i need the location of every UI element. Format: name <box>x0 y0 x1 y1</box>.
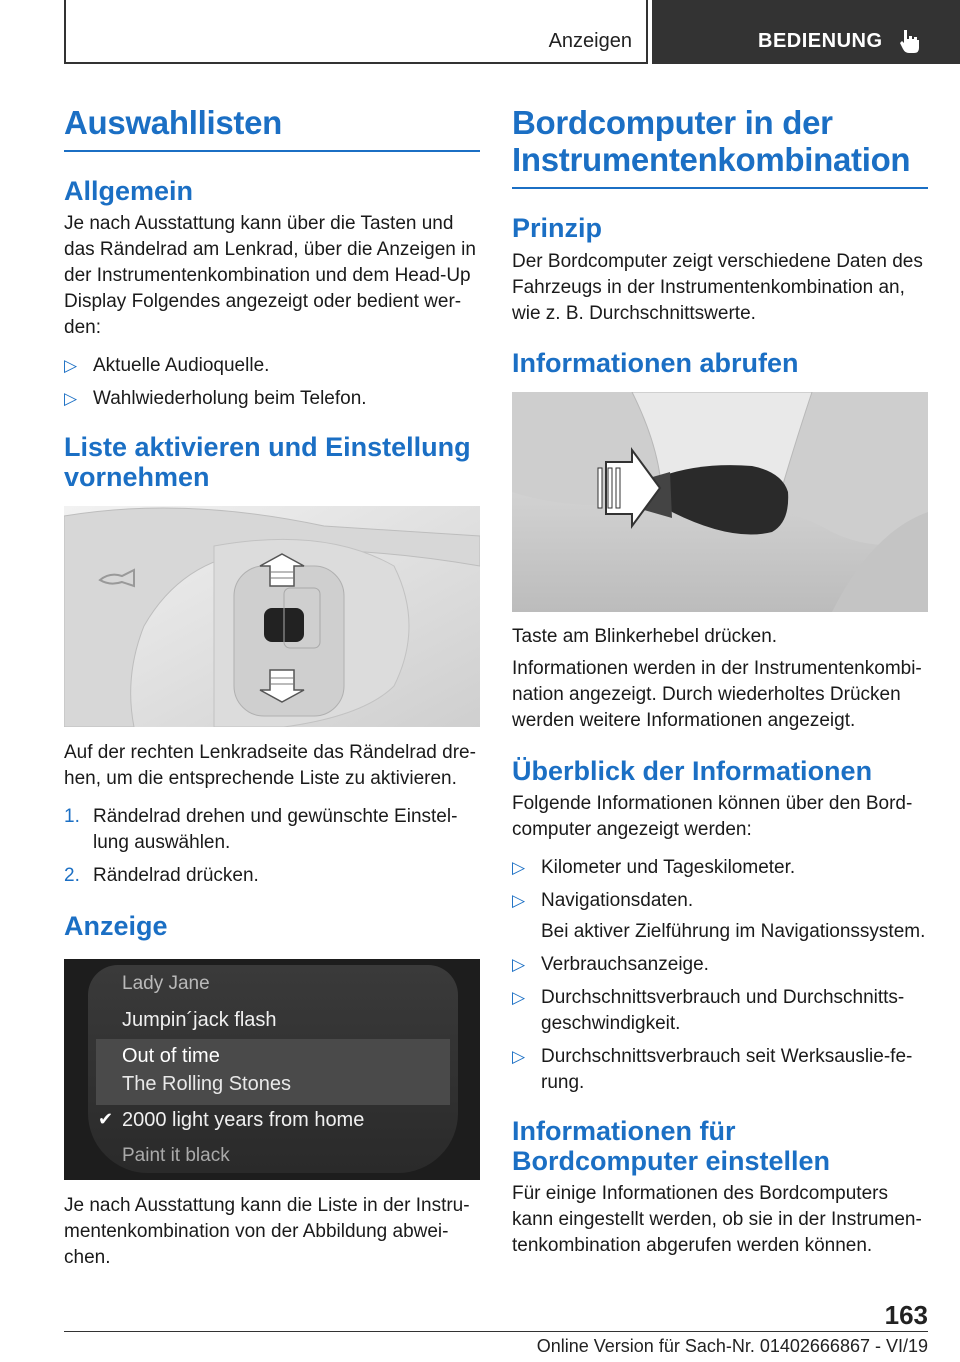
header-section-box <box>64 0 648 64</box>
list-item-text: Aktuelle Audioquelle. <box>93 355 270 376</box>
title-auswahllisten: Auswahllisten <box>64 104 480 152</box>
list-item <box>64 804 480 856</box>
header-chapter-tab <box>652 0 960 64</box>
display-panel <box>88 965 458 1173</box>
steering-wheel-illustration <box>64 506 480 727</box>
title-bordcomputer: Bordcomputer in der Instrumentenkombination <box>512 104 928 189</box>
left-column <box>64 104 480 1271</box>
footer-divider <box>64 1331 928 1332</box>
list-item <box>512 952 928 978</box>
list-item-subtext: Bei aktiver Zielführung im Navigationssystem. <box>541 921 926 942</box>
display-row: Jumpin´jack flash <box>122 1009 277 1031</box>
turn-signal-lever-illustration <box>512 392 928 612</box>
triangle-bullet-icon: ▷ <box>512 858 526 877</box>
right-column <box>512 104 928 1259</box>
display-row: 2000 light years from home <box>122 1109 365 1131</box>
header-section-title: Anzeigen <box>548 30 632 52</box>
step-number: 1. <box>64 806 80 827</box>
triangle-bullet-icon: ▷ <box>512 955 526 974</box>
list-item-text: Wahlwiederholung beim Telefon. <box>93 388 367 409</box>
heading-allgemein: Allgemein <box>64 176 194 206</box>
paragraph-abrufen: Informationen werden in der Instrumentenkombi-nation angezeigt. Durch wiederholtes Drücken werden weitere Informationen angezeigt. <box>512 658 922 731</box>
heading-prinzip: Prinzip <box>512 213 603 243</box>
triangle-bullet-icon: ▷ <box>512 1047 526 1066</box>
triangle-bullet-icon: ▷ <box>512 891 526 910</box>
list-item <box>512 985 928 1037</box>
list-item-text: Durchschnittsverbrauch und Durchschnitts-geschwindigkeit. <box>541 987 905 1034</box>
heading-ueberblick: Überblick der Informationen <box>512 756 873 786</box>
step-number: 2. <box>64 865 80 886</box>
hand-pointer-icon <box>898 28 922 54</box>
list-item-text: Durchschnittsverbrauch seit Werksauslie-fe-rung. <box>541 1046 913 1093</box>
page-number: 163 <box>884 1300 928 1330</box>
heading-informationen-abrufen: Informationen abrufen <box>512 348 799 378</box>
list-item <box>64 863 480 889</box>
paragraph-liste: Auf der rechten Lenkradseite das Rändelrad dre-hen, um die entsprechende Liste zu aktivieren. <box>64 742 476 789</box>
list-item <box>64 353 480 379</box>
list-item <box>64 386 480 412</box>
heading-anzeige: Anzeige <box>64 911 168 941</box>
heading-liste-aktivieren: Liste aktivieren und Einstellung vornehmen <box>64 432 471 492</box>
paragraph-einstellen: Für einige Informationen des Bordcomputers kann eingestellt werden, ob sie in der Instrumen-tenkombination abgerufen werden können. <box>512 1183 922 1256</box>
paragraph-prinzip: Der Bordcomputer zeigt verschiedene Daten des Fahrzeugs in der Instrumentenkombination an, wie z. B. Durchschnittswerte. <box>512 251 923 324</box>
header-chapter-label: BEDIENUNG <box>758 30 883 52</box>
turn-signal-lever-figure <box>512 392 928 612</box>
display-row: Out of time <box>122 1045 220 1067</box>
list-item-text: Rändelrad drücken. <box>93 865 259 886</box>
display-row: Lady Jane <box>122 973 210 994</box>
triangle-bullet-icon: ▷ <box>64 356 78 375</box>
list-item <box>512 1044 928 1096</box>
triangle-bullet-icon: ▷ <box>512 988 526 1007</box>
list-item-text: Rändelrad drehen und gewünschte Einstel-lung auswählen. <box>93 806 458 853</box>
list-item <box>512 888 928 945</box>
list-item-text: Verbrauchsanzeige. <box>541 954 709 975</box>
steering-wheel-figure <box>64 506 480 727</box>
display-row: The Rolling Stones <box>122 1073 291 1095</box>
footer-text: Online Version für Sach-Nr. 01402666867 - VI/19 <box>536 1336 928 1356</box>
check-icon: ✔ <box>98 1109 114 1129</box>
display-list-figure <box>64 959 480 1180</box>
list-item <box>512 855 928 881</box>
list-item-text: Kilometer und Tageskilometer. <box>541 857 796 878</box>
display-row: Paint it black <box>122 1145 230 1166</box>
paragraph-allgemein: Je nach Ausstattung kann über die Tasten und das Rändelrad am Lenkrad, über die Anzeigen in der Instrumentenkombination und dem Head-Up Display Folgendes angezeigt oder bedient wer-den: <box>64 213 476 338</box>
list-item-text: Navigationsdaten. <box>541 890 694 911</box>
heading-einstellen: Informationen für Bordcomputer einstellen <box>512 1116 831 1176</box>
paragraph-anzeige: Je nach Ausstattung kann die Liste in der Instru-mentenkombination von der Abbildung abwei-chen. <box>64 1195 470 1268</box>
paragraph-ueberblick: Folgende Informationen können über den Bord-computer angezeigt werden: <box>512 793 913 840</box>
paragraph-taste: Taste am Blinkerhebel drücken. <box>512 626 778 647</box>
triangle-bullet-icon: ▷ <box>64 389 78 408</box>
